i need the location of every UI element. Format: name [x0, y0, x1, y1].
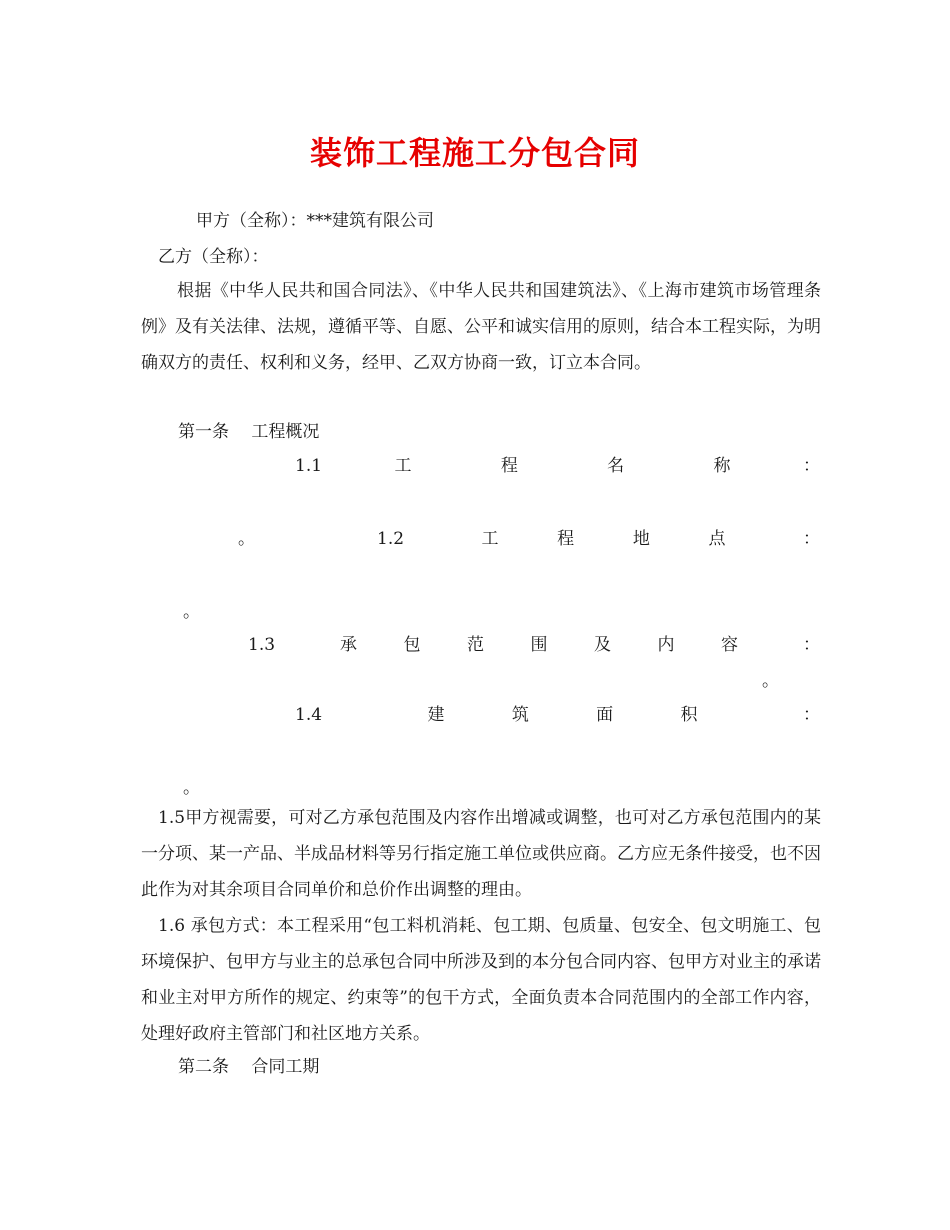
item-1-1-char: 工 [394, 456, 412, 476]
item-1-2-char: 工 [481, 529, 499, 549]
item-1-6-paragraph: 1.6 承包方式：本工程采用“包工料机消耗、包工期、包质量、包安全、包文明施工、包环境保护、包甲方与业主的总承包合同中所涉及到的本分包合同内容、包甲方对业主的承诺和业主对甲方所作的规定、约束等”的包干方式，全面负责本合同范围内的全部工作内容，处理好政府主管部门和社区地方关系。 [141, 916, 821, 1044]
item-1-1-number: 1.1 [295, 456, 323, 476]
item-1-1-label [395, 454, 731, 478]
period-after-1-1: 。 [238, 529, 255, 549]
item-1-4-char: 建 [427, 705, 445, 725]
item-1-3 [248, 633, 820, 657]
period-after-1-4: 。 [183, 778, 200, 798]
item-1-4-label [428, 703, 698, 727]
party-b-line: 乙方（全称）： [158, 247, 269, 267]
item-1-3-char: 围 [530, 635, 548, 655]
item-1-1-char: 程 [500, 456, 518, 476]
item-1-2-char: 地 [632, 529, 650, 549]
item-1-2-label [482, 527, 726, 551]
item-1-3-number: 1.3 [248, 635, 276, 655]
item-1-2-number: 1.2 [377, 529, 405, 549]
document-title: 装饰工程施工分包合同 [309, 134, 640, 172]
item-1-1 [295, 454, 820, 478]
item-1-3-char: 内 [657, 635, 675, 655]
item-1-3-colon: ： [802, 635, 820, 655]
item-1-3-char: 范 [467, 635, 485, 655]
item-1-4-char: 积 [680, 705, 698, 725]
item-1-3-label [340, 633, 738, 657]
item-1-3-char: 承 [340, 635, 358, 655]
item-1-4 [295, 703, 820, 727]
preamble-paragraph: 根据《中华人民共和国合同法》、《中华人民共和国建筑法》、《上海市建筑市场管理条例》及有关法律、法规，遵循平等、自愿、公平和诚实信用的原则，结合本工程实际，为明确双方的责任、权利和义务，经甲、乙双方协商一致，订立本合同。 [141, 281, 821, 373]
item-1-2-colon: ： [802, 529, 820, 549]
item-1-2 [377, 527, 820, 551]
item-1-3-char: 及 [594, 635, 612, 655]
item-1-4-number: 1.4 [295, 705, 323, 725]
item-1-1-char: 称 [713, 456, 731, 476]
item-1-1-char: 名 [607, 456, 625, 476]
item-1-4-char: 筑 [511, 705, 529, 725]
item-1-4-colon: ： [802, 705, 820, 725]
item-1-2-char: 点 [708, 529, 726, 549]
period-after-1-2: 。 [183, 602, 200, 622]
party-a-line: 甲方（全称）：***建筑有限公司 [196, 211, 434, 231]
item-1-4-char: 面 [596, 705, 614, 725]
period-after-1-3: 。 [762, 671, 779, 691]
article1-heading: 第一条 工程概况 [178, 422, 320, 442]
item-1-3-char: 容 [721, 635, 739, 655]
item-1-1-colon: ： [802, 456, 820, 476]
item-1-3-char: 包 [403, 635, 421, 655]
item-1-5-paragraph: 1.5甲方视需要，可对乙方承包范围及内容作出增减或调整，也可对乙方承包范围内的某一分项、某一产品、半成品材料等另行指定施工单位或供应商。乙方应无条件接受，也不因此作为对其余项目合同单价和总价作出调整的理由。 [141, 808, 821, 900]
article2-heading: 第二条 合同工期 [178, 1057, 320, 1077]
item-1-2-char: 程 [557, 529, 575, 549]
